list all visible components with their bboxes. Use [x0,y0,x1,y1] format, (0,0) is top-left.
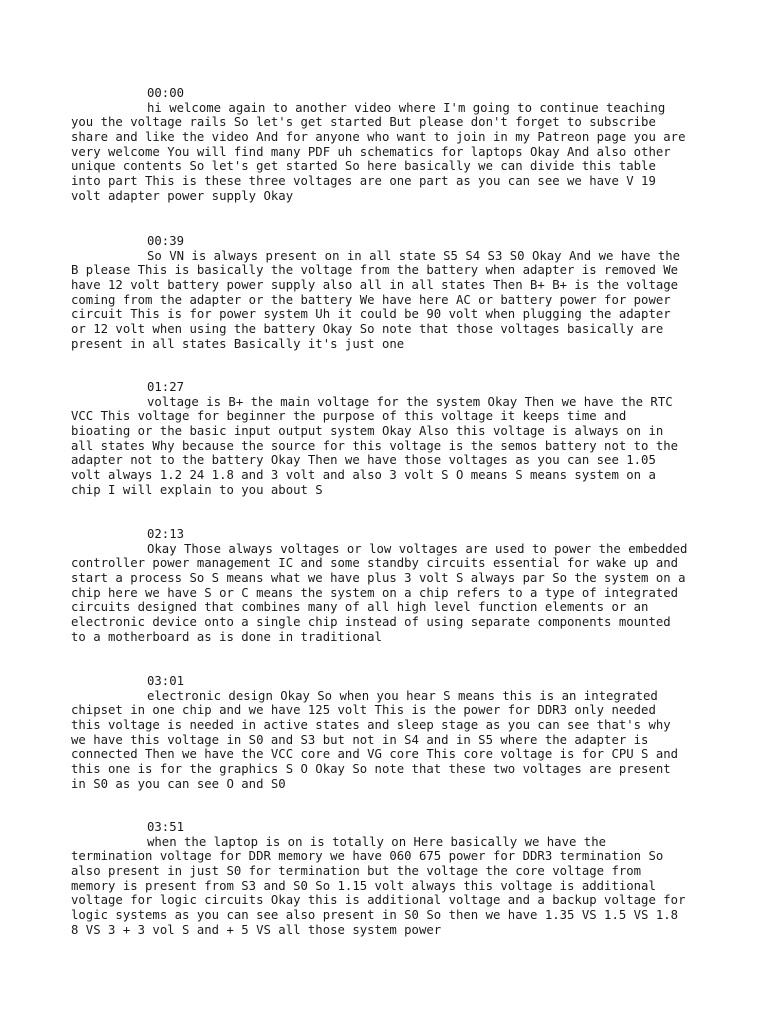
timestamp: 03:51 [147,820,185,834]
timestamp: 00:39 [147,234,185,248]
transcript-segment [71,674,711,792]
transcript-line: circuit This is for power system Uh it could be 90 volt when plugging the adapter [71,307,671,322]
transcript-line: 8 VS 3 + 3 vol S and + 5 VS all those system power [71,922,442,937]
transcript-line: hi welcome again to another video where I'm going to continue teaching [147,100,666,115]
transcript-line: also present in just S0 for termination but the voltage the core voltage from [71,864,642,879]
timestamp: 01:27 [147,380,185,394]
timestamp: 03:01 [147,674,185,688]
transcript-segment [71,820,711,938]
transcript-line: very welcome You will find many PDF uh schematics for laptops Okay And also other [71,144,671,159]
transcript-line: volt adapter power supply Okay [71,188,294,203]
timestamp: 02:13 [147,527,185,541]
timestamp: 00:00 [147,86,185,100]
transcript-line: Okay Those always voltages or low voltages are used to power the embedded [147,541,688,556]
transcript-line: have 12 volt battery power supply also all in all states Then B+ B+ is the voltage [71,278,679,293]
transcript-line: electronic design Okay So when you hear S means this is an integrated [147,688,658,703]
transcript-line: to a motherboard as is done in traditional [71,629,382,644]
transcript-line: VCC This voltage for beginner the purpose of this voltage it keeps time and [71,409,627,424]
transcript-line: termination voltage for DDR memory we have 060 675 power for DDR3 termination So [71,849,664,864]
transcript-line: voltage is B+ the main voltage for the system Okay Then we have the RTC [147,394,673,409]
transcript-line: when the laptop is on is totally on Here basically we have the [147,834,607,849]
transcript-line: memory is present from S3 and S0 So 1.15 volt always this voltage is additional [71,878,656,893]
transcript-line: we have this voltage in S0 and S3 but not in S4 and in S5 where the adapter is [71,732,649,747]
transcript-line: chip I will explain to you about S [71,482,323,497]
transcript-segment [71,86,711,204]
transcript-line: connected Then we have the VCC core and VG core This core voltage is for CPU S and [71,747,679,762]
transcript-line: adapter not to the battery Okay Then we have those voltages as you can see 1.05 [71,453,656,468]
transcript-line: share and like the video And for anyone who want to join in my Patreon page you are [71,130,686,145]
transcript-line: electronic device onto a single chip instead of using separate components mounted [71,615,671,630]
transcript-line: you the voltage rails So let's get started But please don't forget to subscribe [71,115,656,130]
transcript-line: chipset in one chip and we have 125 volt This is the power for DDR3 only needed [71,703,656,718]
transcript-line: bioating or the basic input output system Okay Also this voltage is always on in [71,424,664,439]
transcript-line: in S0 as you can see O and S0 [71,776,286,791]
transcript-line: voltage for logic circuits Okay this is additional voltage and a backup voltage for [71,893,686,908]
transcript-line: into part This is these three voltages are one part as you can see we have V 19 [71,174,656,189]
transcript-segment [71,234,711,352]
transcript-line: So VN is always present on in all state S5 S4 S3 S0 Okay And we have the [147,248,681,263]
transcript-segment [71,380,711,498]
transcript-line: all states Why because the source for this voltage is the semos battery not to the [71,438,679,453]
transcript-line: this voltage is needed in active states and sleep stage as you can see that's why [71,718,671,733]
transcript-line: start a process So S means what we have plus 3 volt S always par So the system on a [71,571,686,586]
transcript-line: unique contents So let's get started So here basically we can divide this table [71,159,656,174]
transcript-line: B please This is basically the voltage from the battery when adapter is removed We [71,263,679,278]
transcript-line: coming from the adapter or the battery We have here AC or battery power for power [71,292,671,307]
transcript-line: present in all states Basically it's just one [71,336,405,351]
transcript-line: volt always 1.2 24 1.8 and 3 volt and also 3 volt S O means S means system on a [71,468,656,483]
transcript-line: circuits designed that combines many of all high level function elements or an [71,600,649,615]
transcript-segment [71,527,711,645]
transcript-line: or 12 volt when using the battery Okay So note that those voltages basically are [71,322,664,337]
transcript-line: logic systems as you can see also present in S0 So then we have 1.35 VS 1.5 VS 1.8 [71,908,679,923]
transcript-line: this one is for the graphics S O Okay So note that these two voltages are present [71,762,671,777]
transcript-line: controller power management IC and some standby circuits essential for wake up and [71,556,679,571]
transcript-line: chip here we have S or C means the system on a chip refers to a type of integrated [71,585,679,600]
